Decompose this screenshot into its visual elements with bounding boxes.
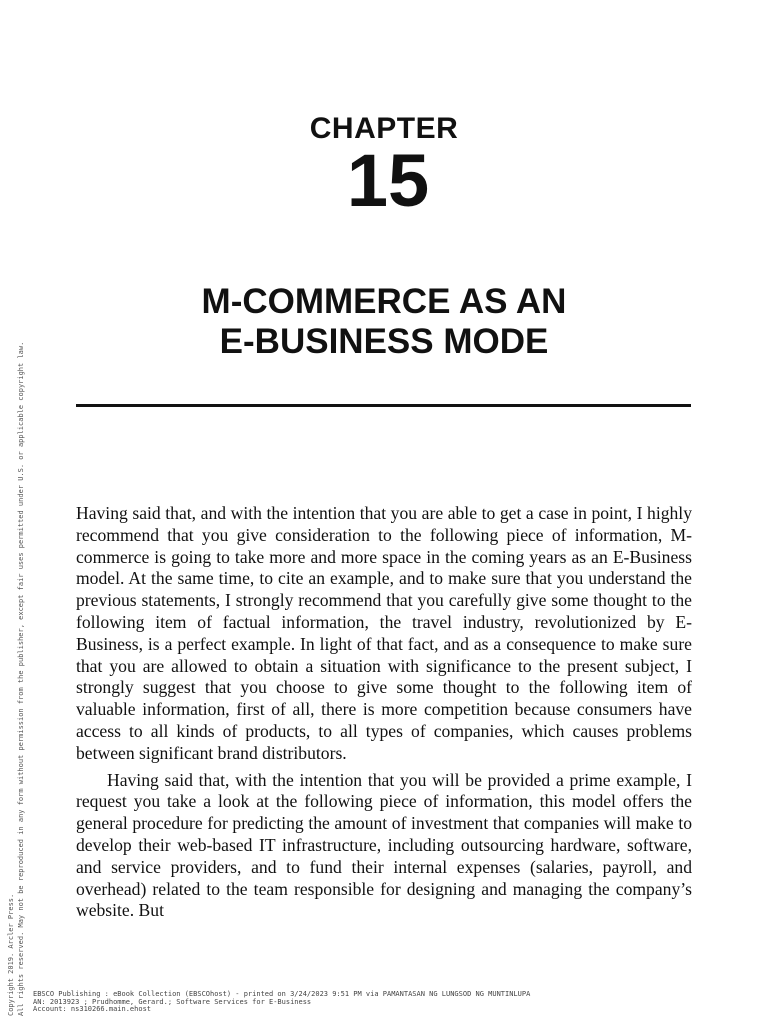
chapter-label: CHAPTER <box>309 112 459 145</box>
chapter-title-line-2: E-BUSINESS MODE <box>219 322 549 361</box>
chapter-title-line-1: M-COMMERCE AS AN <box>201 282 567 321</box>
chapter-number: 15 <box>346 139 430 222</box>
footer-line-2: AN: 2013923 ; Prudhomme, Gerard.; Software Services for E-Business <box>33 997 312 1006</box>
footer-line-3: Account: ns310266.main.ehost <box>33 1005 152 1014</box>
paragraph-1: Having said that, and with the intention that you are able to get a case in point, I highly recommend that you give consideration to the following piece of information, M-commerce is going to take more and more space in the coming years as an E-Business model. At the same time, to cite an example, and to make sure that you understand the previous statements, I strongly recommend that you carefully give some thought to the following item of factual information, the travel industry, revolutionized by E-Business, is a perfect example. In light of that fact, and as a consequence to make sure that you are allowed to obtain a situation with significance to the present subject, I strongly suggest that you choose to give some thought to the following item of valuable information, first of all, there is more competition because consumers have access to all kinds of products, to all types of companies, which causes problems between significant brand distributors. <box>76 503 692 763</box>
body-text <box>76 503 692 927</box>
copyright-side-notice <box>6 316 26 1016</box>
copyright-line-1: Copyright 2019. Arcler Press. <box>7 893 15 1016</box>
paragraph-2: Having said that, with the intention that you will be provided a prime example, I request you take a look at the following piece of information, this model offers the general procedure for predicting the amount of investment that companies will make to develop their web-based IT infrastructure, including outsourcing hardware, software, and service providers, and to fund their internal expenses (salaries, payroll, and overhead) related to the team responsible for designing and managing the company’s website. But <box>76 769 692 921</box>
title-divider <box>76 404 691 407</box>
copyright-line-2: All rights reserved. May not be reproduced in any form without permission from the publisher, except fair uses permitted under U.S. or applicable copyright law. <box>17 341 25 1016</box>
print-footer <box>33 991 530 1014</box>
footer-line-1: EBSCO Publishing : eBook Collection (EBSCOhost) - printed on 3/24/2023 9:51 PM via PAMANTASAN NG LUNGSOD NG MUNTINLUPA <box>33 990 531 998</box>
chapter-title <box>0 282 768 362</box>
